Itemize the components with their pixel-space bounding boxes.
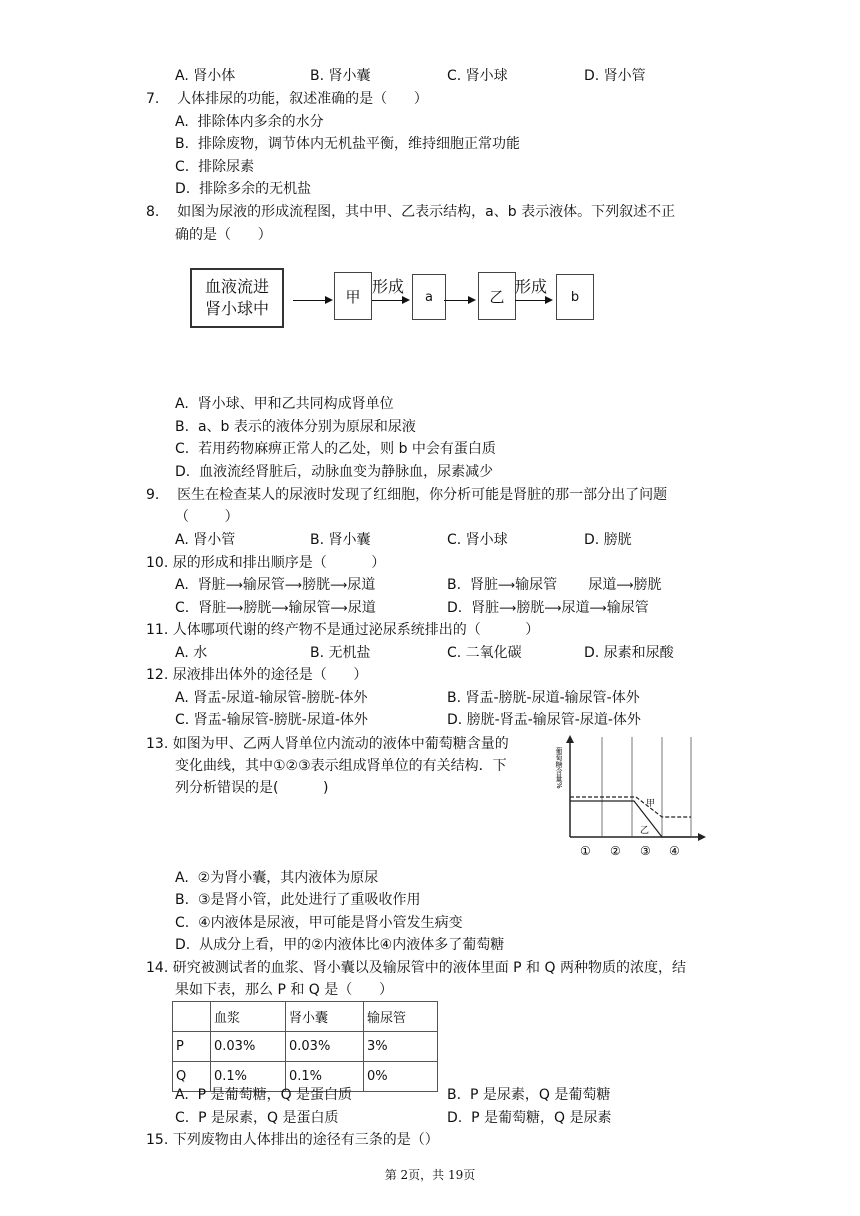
- q6-option-c: C. 肾小球: [447, 68, 508, 84]
- q10-a-prefix: A.: [175, 577, 189, 593]
- flow-box-b: b: [556, 274, 594, 320]
- q10-d-prefix: D.: [447, 600, 463, 616]
- q6-option-a: A. 肾小体: [175, 68, 236, 84]
- q12-stem: 12. 尿液排出体外的途径是（ ）: [146, 667, 368, 683]
- series-jia-line: [570, 797, 691, 817]
- q10-a-p1: 输尿管: [242, 577, 285, 593]
- q13-stem-line2: 变化曲线，其中①②③表示组成肾单位的有关结构．下: [175, 758, 507, 774]
- flow-start-line2: 肾小球中: [204, 299, 269, 318]
- flow-box-a: a: [412, 274, 446, 320]
- q13-stem-line3: 列分析错误的是( ): [175, 780, 329, 796]
- q8-stem-line2: 确的是（ ）: [175, 227, 272, 243]
- q10-d-p1: 膀胱: [516, 600, 545, 616]
- q10-b-p0: 肾脏: [469, 577, 498, 593]
- q11-option-c: C. 二氧化碳: [447, 645, 522, 661]
- q10-a-p3: 尿道: [347, 577, 376, 593]
- table-header-cell: 血浆: [211, 1002, 286, 1032]
- chart-y-arrow: [566, 735, 574, 743]
- flow-arrow-1: [293, 300, 331, 301]
- q12-option-a: A. 肾盂-尿道-输尿管-膀胱-体外: [175, 690, 368, 706]
- q10-option-b: [447, 575, 662, 595]
- q9-option-b: B. 肾小囊: [310, 532, 371, 548]
- q14-option-c: C. P 是尿素，Q 是蛋白质: [175, 1110, 339, 1126]
- table-row: [173, 1032, 438, 1062]
- q10-b-prefix: B.: [447, 577, 462, 593]
- arrow-icon: ⟶: [330, 601, 348, 615]
- q15-stem: 15. 下列废物由人体排出的途径有三条的是（）: [146, 1132, 439, 1148]
- flow-start-box: [190, 268, 284, 328]
- series-yi-label: 乙: [640, 826, 650, 836]
- q14-stem-line1: 14. 研究被测试者的血浆、肾小囊以及输尿管中的液体里面 P 和 Q 两种物质的浓度，结: [146, 960, 686, 976]
- flow-label-form-1: 形成: [372, 277, 405, 296]
- q8-option-a: A. 肾小球、甲和乙共同构成肾单位: [175, 396, 394, 412]
- q8-option-b: B. a、b 表示的液体分别为原尿和尿液: [175, 419, 416, 435]
- q12-option-b: B. 肾盂-膀胱-尿道-输尿管-体外: [447, 690, 640, 706]
- flow-arrow-4: [515, 300, 551, 301]
- q7-option-c: C. 排除尿素: [175, 159, 255, 175]
- table-cell: 3%: [364, 1032, 438, 1062]
- q7-option-b: B. 排除废物，调节体内无机盐平衡，维持细胞正常功能: [175, 136, 520, 152]
- flow-box-jia: 甲: [334, 272, 372, 320]
- arrow-icon: ⟶: [497, 578, 516, 592]
- q8-stem-line1: 8. 如图为尿液的形成流程图，其中甲、乙表示结构，a、b 表示液体。下列叙述不正: [146, 204, 676, 220]
- flow-arrow-2: [372, 300, 408, 301]
- q9-stem-line1: 9. 医生在检查某人的尿液时发现了红细胞，你分析可能是肾脏的那一部分出了问题: [146, 487, 668, 503]
- q10-b-p3: 膀胱: [633, 577, 662, 593]
- q10-a-p0: 肾脏: [197, 577, 226, 593]
- q10-c-p1: 膀胱: [243, 600, 272, 616]
- q7-option-a: A. 排除体内多余的水分: [175, 114, 324, 130]
- table-cell: 0.1%: [286, 1062, 364, 1092]
- q14-table: [172, 1001, 438, 1092]
- arrow-icon: ⟶: [499, 601, 517, 615]
- q6-option-b: B. 肾小囊: [310, 68, 371, 84]
- q10-b-p2: 尿道: [588, 577, 617, 593]
- q10-a-p2: 膀胱: [302, 577, 331, 593]
- q13-option-d: D. 从成分上看，甲的②内液体比④内液体多了葡萄糖: [175, 937, 505, 953]
- chart-ylabel: 葡萄糖含量%: [555, 747, 563, 789]
- q13-option-a: A. ②为肾小囊，其内液体为原尿: [175, 870, 379, 886]
- table-cell: P: [173, 1032, 211, 1062]
- table-cell: 0.03%: [286, 1032, 364, 1062]
- q14-option-a: A. P 是葡萄糖，Q 是蛋白质: [175, 1087, 353, 1103]
- q10-stem: 10. 尿的形成和排出顺序是（ ）: [146, 555, 386, 571]
- flow-start-line1: 血液流进: [204, 277, 269, 296]
- arrow-icon: ⟶: [225, 578, 243, 592]
- table-cell: 0.03%: [211, 1032, 286, 1062]
- arrow-icon: ⟶: [330, 578, 348, 592]
- q10-d-p2: 尿道: [561, 600, 590, 616]
- q11-option-d: D. 尿素和尿酸: [584, 645, 674, 661]
- q11-stem: 11. 人体哪项代谢的终产物不是通过泌尿系统排出的（ ）: [146, 622, 540, 638]
- table-header-cell: [173, 1002, 211, 1032]
- arrow-icon: ⟶: [226, 601, 244, 615]
- q7-stem: 7. 人体排尿的功能，叙述准确的是（ ）: [146, 91, 428, 107]
- q10-option-d: [447, 598, 649, 618]
- q9-option-c: C. 肾小球: [447, 532, 508, 548]
- q10-option-a: [175, 575, 375, 595]
- flow-label-form-2: 形成: [515, 277, 548, 296]
- arrow-icon: ⟶: [544, 601, 562, 615]
- page-footer: 第 2页，共 19页: [384, 1168, 476, 1182]
- q8-option-c: C. 若用药物麻痹正常人的乙处，则 b 中会有蛋白质: [175, 441, 496, 457]
- q12-option-c: C. 肾盂-输尿管-膀胱-尿道-体外: [175, 712, 368, 728]
- q12-option-d: D. 膀胱-肾盂-输尿管-尿道-体外: [447, 712, 641, 728]
- chart-x-arrow: [698, 833, 706, 841]
- q9-stem-line2: （ ）: [175, 509, 239, 525]
- q10-option-c: [175, 598, 376, 618]
- q9-option-a: A. 肾小管: [175, 532, 236, 548]
- q13-option-c: C. ④内液体是尿液，甲可能是肾小管发生病变: [175, 915, 463, 931]
- table-header-cell: 肾小囊: [286, 1002, 364, 1032]
- arrow-icon: ⟶: [271, 601, 289, 615]
- table-cell: 0%: [364, 1062, 438, 1092]
- chart-tick-4: ④: [669, 844, 680, 858]
- q11-option-a: A. 水: [175, 645, 208, 661]
- q7-option-d: D. 排除多余的无机盐: [175, 181, 312, 197]
- arrow-icon: ⟶: [589, 601, 607, 615]
- q6-option-d: D. 肾小管: [584, 68, 646, 84]
- chart-tick-1: ①: [580, 844, 591, 858]
- q10-b-p1: 输尿管: [515, 577, 558, 593]
- series-yi-line: [570, 801, 691, 837]
- table-header-row: [173, 1002, 438, 1032]
- q14-option-b: B. P 是尿素，Q 是葡萄糖: [447, 1087, 611, 1103]
- q10-c-prefix: C.: [175, 600, 190, 616]
- arrow-icon: ⟶: [616, 578, 634, 592]
- flow-arrow-3: [444, 300, 474, 301]
- arrow-icon: ⟶: [284, 578, 303, 592]
- q8-option-d: D. 血液流经肾脏后，动脉血变为静脉血，尿素减少: [175, 464, 494, 480]
- q14-stem-line2: 果如下表，那么 P 和 Q 是（ ）: [175, 982, 393, 998]
- flow-box-yi: 乙: [478, 272, 516, 320]
- q14-option-d: D. P 是葡萄糖，Q 是尿素: [447, 1110, 612, 1126]
- q9-option-d: D. 膀胱: [584, 532, 632, 548]
- table-cell: Q: [173, 1062, 211, 1092]
- q10-d-p0: 肾脏: [471, 600, 500, 616]
- q13-glucose-chart: [556, 733, 706, 861]
- q13-option-b: B. ③是肾小管，此处进行了重吸收作用: [175, 892, 421, 908]
- table-header-cell: 输尿管: [364, 1002, 438, 1032]
- chart-tick-3: ③: [640, 844, 651, 858]
- q10-c-p0: 肾脏: [198, 600, 227, 616]
- series-jia-label: 甲: [646, 799, 656, 809]
- q10-c-p3: 尿道: [347, 600, 376, 616]
- q13-stem-line1: 13. 如图为甲、乙两人肾单位内流动的液体中葡萄糖含量的: [146, 736, 509, 752]
- q10-d-p3: 输尿管: [606, 600, 649, 616]
- chart-tick-2: ②: [610, 844, 621, 858]
- q10-c-p2: 输尿管: [288, 600, 331, 616]
- q11-option-b: B. 无机盐: [310, 645, 371, 661]
- table-cell: 0.1%: [211, 1062, 286, 1092]
